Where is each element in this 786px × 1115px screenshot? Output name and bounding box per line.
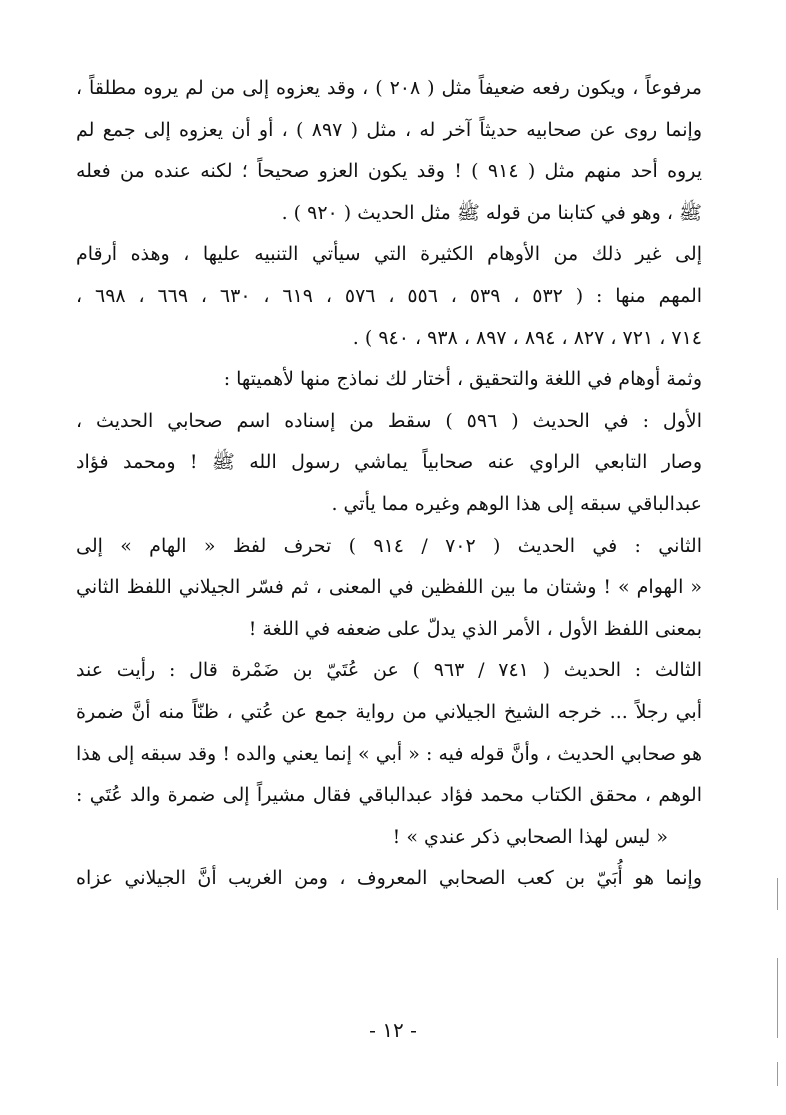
margin-line <box>777 958 778 1038</box>
text-line: ﷺ ، وهو في كتابنا من قوله ﷺ مثل الحديث ( ٩٢٠ ) . <box>281 201 702 224</box>
text-line: هو صحابي الحديث ، وأنَّ قوله فيه : « أبي » إنما يعني والده ! وقد سبقه إلى هذا <box>76 742 702 765</box>
text-line: مرفوعاً ، ويكون رفعه ضعيفاً مثل ( ٢٠٨ ) ، وقد يعزوه إلى من لم يروه مطلقاً ، <box>76 77 702 99</box>
text-line: « الهوام » ! وشتان ما بين اللفظين في المعنى ، ثم فسّر الجيلاني اللفظ الثاني <box>76 576 702 599</box>
margin-line <box>777 1062 778 1086</box>
page-number: - ١٢ - <box>369 1018 417 1042</box>
text-line: الوهم ، محقق الكتاب محمد فؤاد عبدالباقي فقال مشيراً إلى ضمرة والد عُتَي : <box>76 784 702 807</box>
text-line: الثاني : في الحديث ( ٧٠٢ / ٩١٤ ) تحرف لفظ « الهام » إلى <box>76 534 702 557</box>
text-line: الأول : في الحديث ( ٥٩٦ ) سقط من إسناده اسم صحابي الحديث ، <box>76 409 702 432</box>
text-line: أبي رجلاً ... خرجه الشيخ الجيلاني من رواية جمع عن عُتي ، ظنّاً منه أنَّ ضمرة <box>76 700 702 723</box>
text-line: المهم منها : ( ٥٣٢ ، ٥٣٩ ، ٥٥٦ ، ٥٧٦ ، ٦١٩ ، ٦٣٠ ، ٦٦٩ ، ٦٩٨ ، <box>76 284 702 307</box>
text-line: يروه أحد منهم مثل ( ٩١٤ ) ! وقد يكون العزو صحيحاً ؛ لكنه عنده من فعله <box>76 160 702 183</box>
text-line: وإنما روى عن صحابيه حديثاً آخر له ، مثل ( ٨٩٧ ) ، أو أن يعزوه إلى جمع لم <box>76 118 702 141</box>
text-line: إلى غير ذلك من الأوهام الكثيرة التي سيأتي التنبيه عليها ، وهذه أرقام <box>76 243 702 266</box>
margin-line <box>777 878 778 910</box>
text-line: وصار التابعي الراوي عنه صحابياً يماشي رسول الله ﷺ ! ومحمد فؤاد <box>76 451 702 474</box>
block-quote-line: « ليس لهذا الصحابي ذكر عندي » ! <box>392 825 668 848</box>
text-line: الثالث : الحديث ( ٧٤١ / ٩٦٣ ) عن عُتَيّ بن ضَمْرة قال : رأيت عند <box>76 659 702 682</box>
text-line: بمعنى اللفظ الأول ، الأمر الذي يدلّ على ضعفه في اللغة ! <box>248 617 702 640</box>
text-line: ٧١٤ ، ٧٢١ ، ٨٢٧ ، ٨٩٤ ، ٨٩٧ ، ٩٣٨ ، ٩٤٠ ) . <box>352 326 702 349</box>
text-line: عبدالباقي سبقه إلى هذا الوهم وغيره مما يأتي . <box>331 492 702 515</box>
text-line: وثمة أوهام في اللغة والتحقيق ، أختار لك نماذج منها لأهميتها : <box>223 368 702 391</box>
text-line: وإنما هو أُبَيّ بن كعب الصحابي المعروف ، ومن الغريب أنَّ الجيلاني عزاه <box>76 867 702 890</box>
body-text <box>76 68 702 900</box>
